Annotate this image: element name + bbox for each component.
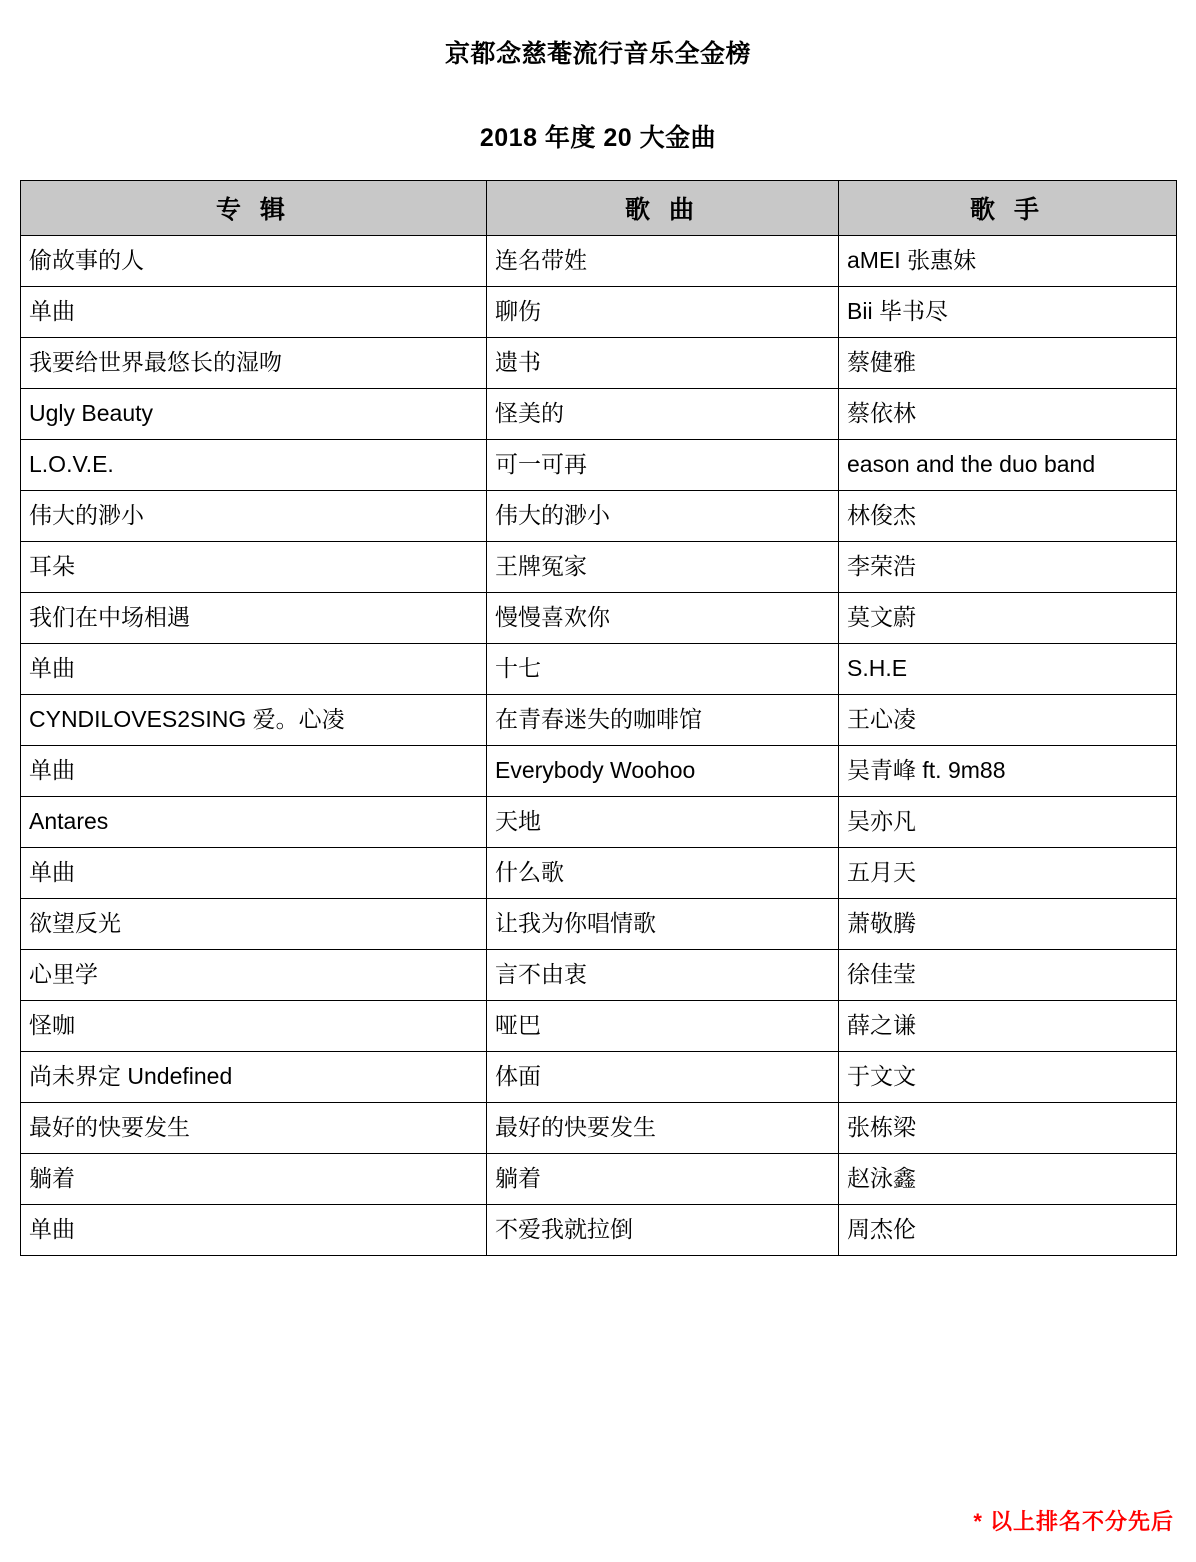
cell-album: Ugly Beauty (21, 389, 487, 440)
cell-artist: 张栋梁 (839, 1103, 1177, 1154)
table-row (21, 1052, 1177, 1103)
cell-artist: 蔡健雅 (839, 338, 1177, 389)
column-header-artist: 歌 手 (839, 181, 1177, 236)
cell-artist: 蔡依林 (839, 389, 1177, 440)
cell-artist: eason and the duo band (839, 440, 1177, 491)
table-header (21, 181, 1177, 236)
cell-song: 躺着 (487, 1154, 839, 1205)
table-row (21, 440, 1177, 491)
cell-album: 单曲 (21, 848, 487, 899)
table-body (21, 236, 1177, 1256)
table-header-row (21, 181, 1177, 236)
cell-song: 体面 (487, 1052, 839, 1103)
cell-album: L.O.V.E. (21, 440, 487, 491)
cell-song: Everybody Woohoo (487, 746, 839, 797)
gold-songs-table (20, 180, 1177, 1256)
cell-album: CYNDILOVES2SING 爱。心凌 (21, 695, 487, 746)
cell-album: 怪咖 (21, 1001, 487, 1052)
cell-artist: Bii 毕书尽 (839, 287, 1177, 338)
cell-artist: 赵泳鑫 (839, 1154, 1177, 1205)
table-row (21, 644, 1177, 695)
table-row (21, 542, 1177, 593)
document-page (0, 34, 1196, 1562)
cell-song: 伟大的渺小 (487, 491, 839, 542)
cell-album: 尚未界定 Undefined (21, 1052, 487, 1103)
cell-album: 单曲 (21, 644, 487, 695)
cell-album: 单曲 (21, 1205, 487, 1256)
page-title: 京都念慈菴流行音乐全金榜 (444, 40, 751, 68)
cell-album: 心里学 (21, 950, 487, 1001)
table-row (21, 797, 1177, 848)
cell-artist: 李荣浩 (839, 542, 1177, 593)
cell-artist: 于文文 (839, 1052, 1177, 1103)
table-row (21, 593, 1177, 644)
table-row (21, 1154, 1177, 1205)
cell-song: 聊伤 (487, 287, 839, 338)
cell-song: 在青春迷失的咖啡馆 (487, 695, 839, 746)
cell-song: 言不由衷 (487, 950, 839, 1001)
cell-song: 天地 (487, 797, 839, 848)
table-row (21, 1205, 1177, 1256)
cell-song: 哑巴 (487, 1001, 839, 1052)
table-row (21, 1001, 1177, 1052)
cell-artist: 莫文蔚 (839, 593, 1177, 644)
cell-artist: 萧敬腾 (839, 899, 1177, 950)
table-row (21, 287, 1177, 338)
table-row (21, 1103, 1177, 1154)
table-row (21, 746, 1177, 797)
cell-album: 最好的快要发生 (21, 1103, 487, 1154)
table-row (21, 338, 1177, 389)
cell-album: 耳朵 (21, 542, 487, 593)
cell-song: 连名带姓 (487, 236, 839, 287)
cell-album: 偷故事的人 (21, 236, 487, 287)
cell-artist: aMEI 张惠妹 (839, 236, 1177, 287)
cell-song: 王牌冤家 (487, 542, 839, 593)
table-row (21, 848, 1177, 899)
cell-artist: 薛之谦 (839, 1001, 1177, 1052)
cell-song: 让我为你唱情歌 (487, 899, 839, 950)
cell-album: 单曲 (21, 746, 487, 797)
table-row (21, 236, 1177, 287)
cell-artist: 五月天 (839, 848, 1177, 899)
cell-artist: 王心凌 (839, 695, 1177, 746)
cell-artist: 徐佳莹 (839, 950, 1177, 1001)
cell-artist: 林俊杰 (839, 491, 1177, 542)
table-row (21, 695, 1177, 746)
column-header-album: 专 辑 (21, 181, 487, 236)
cell-album: 我们在中场相遇 (21, 593, 487, 644)
cell-album: 单曲 (21, 287, 487, 338)
cell-song: 慢慢喜欢你 (487, 593, 839, 644)
cell-artist: S.H.E (839, 644, 1177, 695)
cell-song: 怪美的 (487, 389, 839, 440)
page-subtitle: 2018 年度 20 大金曲 (479, 124, 717, 152)
table-row (21, 899, 1177, 950)
cell-album: 伟大的渺小 (21, 491, 487, 542)
cell-album: Antares (21, 797, 487, 848)
cell-artist: 周杰伦 (839, 1205, 1177, 1256)
cell-artist: 吴亦凡 (839, 797, 1177, 848)
table-row (21, 491, 1177, 542)
cell-album: 欲望反光 (21, 899, 487, 950)
cell-song: 最好的快要发生 (487, 1103, 839, 1154)
cell-song: 遗书 (487, 338, 839, 389)
cell-song: 什么歌 (487, 848, 839, 899)
cell-album: 我要给世界最悠长的湿吻 (21, 338, 487, 389)
table-row (21, 389, 1177, 440)
cell-artist: 吴青峰 ft. 9m88 (839, 746, 1177, 797)
cell-album: 躺着 (21, 1154, 487, 1205)
cell-song: 不爱我就拉倒 (487, 1205, 839, 1256)
cell-song: 可一可再 (487, 440, 839, 491)
cell-song: 十七 (487, 644, 839, 695)
footnote: * 以上排名不分先后 (973, 1509, 1174, 1534)
column-header-song: 歌 曲 (487, 181, 839, 236)
table-row (21, 950, 1177, 1001)
